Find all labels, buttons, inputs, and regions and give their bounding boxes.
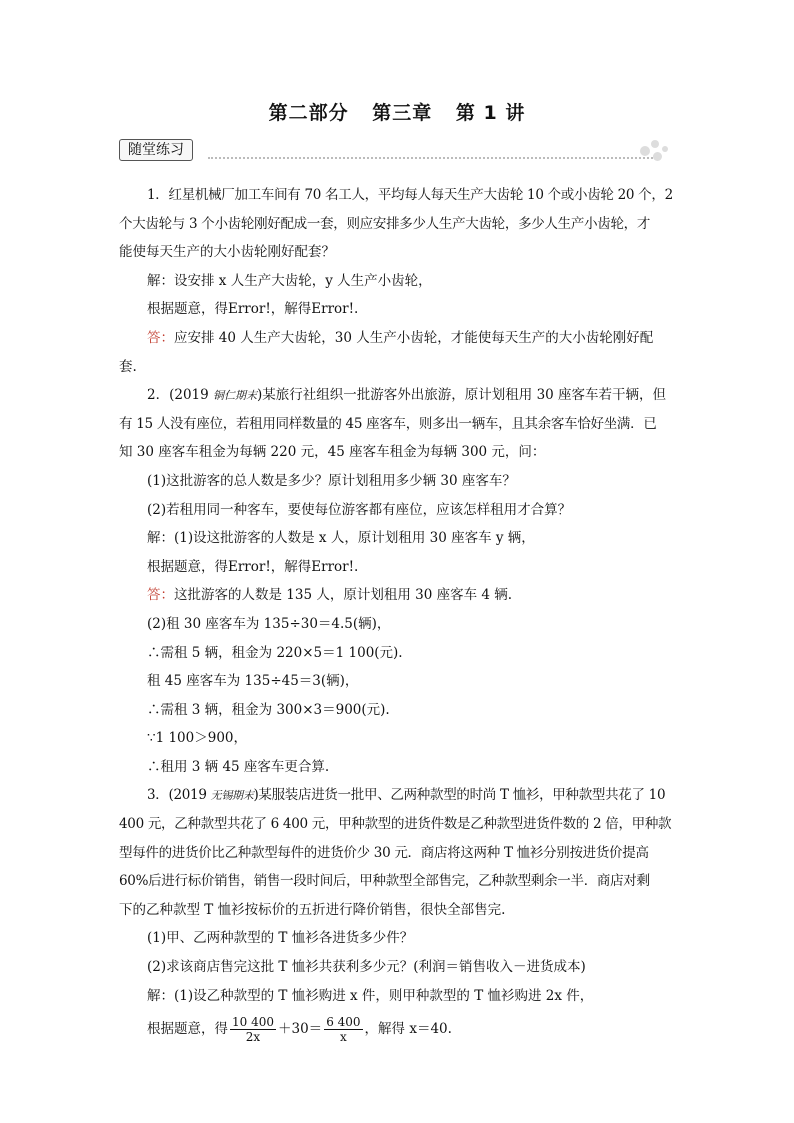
q1-answer-text: 应安排 40 人生产大齿轮，30 人生产小齿轮，才能使每天生产的大小齿轮刚好配 [174, 329, 654, 346]
decorative-dots-icon [640, 140, 670, 164]
q3-solution-2-post: ，解得 x＝40. [364, 1021, 452, 1038]
q3-solution-2 [119, 1010, 679, 1048]
q2-solution-6: ∴需租 3 辆，租金为 300×3＝900(元). [147, 701, 390, 718]
q2-part-1: (1)这批游客的总人数是多少？原计划租用多少辆 30 座客车？ [147, 472, 516, 489]
answer-label: 答： [147, 329, 174, 346]
q3-line-3: 型每件的进货价比乙种款型每件的进货价少 30 元．商店将这两种 T 恤衫分别按进货价提高 [119, 844, 649, 861]
fraction-2 [324, 1015, 362, 1044]
q1-answer [119, 324, 679, 353]
q2-answer-text: 这批游客的人数是 135 人，原计划租用 30 座客车 4 辆. [174, 587, 513, 604]
q3-line-1 [119, 781, 679, 810]
q1-solution-2: 根据题意，得Error!，解得Error!. [147, 301, 359, 318]
q3-part-2: (2)求该商店售完这批 T 恤衫共获利多少元？(利润＝销售收入－进货成本) [147, 959, 586, 976]
q1-line-2: 个大齿轮与 3 个小齿轮刚好配成一套，则应安排多少人生产大齿轮，多少人生产小齿轮，才 [119, 215, 651, 232]
q3-solution-2-pre: 根据题意，得 [147, 1021, 228, 1038]
q3-line-2: 400 元，乙种款型共花了 6 400 元，甲种款型的进货件数是乙种款型进货件数的 2 倍，甲种款 [119, 816, 672, 833]
q2-solution-2: 根据题意，得Error!，解得Error!. [147, 558, 359, 575]
q2-solution-3: (2)租 30 座客车为 135÷30＝4.5(辆)， [147, 615, 391, 632]
q2-part-2: (2)若租用同一种客车，要使每位游客都有座位，应该怎样租用才合算？ [147, 501, 572, 518]
q3-solution-1: 解：(1)设乙种款型的 T 恤衫购进 x 件，则甲种款型的 T 恤衫购进 2x 件， [147, 987, 594, 1004]
fraction-2-denominator: x [339, 1030, 347, 1045]
page-title [0, 98, 794, 125]
q3-number: 3．(2019 [147, 787, 207, 804]
q2-solution-7: ∵1 100＞900， [147, 730, 248, 747]
q2-answer [119, 581, 679, 610]
answer-label: 答： [147, 587, 174, 604]
q2-line-3: 知 30 座客车租金为每辆 220 元，45 座客车租金为每辆 300 元，问： [119, 444, 546, 461]
q3-line-5: 下的乙种款型 T 恤衫按标价的五折进行降价销售，很快全部售完. [119, 901, 506, 918]
q1-answer-cont: 套. [119, 358, 137, 375]
q2-solution-4: ∴需租 5 辆，租金为 220×5＝1 100(元). [147, 644, 403, 661]
title-lecture: 第 1 讲 [455, 102, 526, 124]
section-label: 随堂练习 [119, 139, 193, 161]
q2-source: 铜仁期末 [213, 389, 258, 403]
q1-solution-1: 解：设安排 x 人生产大齿轮，y 人生产小齿轮， [147, 272, 432, 289]
section-divider [208, 157, 656, 159]
q3-line-4: 60%后进行标价销售，销售一段时间后，甲种款型全部售完，乙种款型剩余一半．商店对剩 [119, 873, 650, 890]
q2-line-1 [119, 381, 679, 410]
q3-source: 无锡期末 [210, 789, 254, 803]
q3-part-1: (1)甲、乙两种款型的 T 恤衫各进货多少件？ [147, 930, 414, 947]
fraction-2-numerator: 6 400 [326, 1015, 361, 1030]
fraction-1-denominator: 2x [245, 1030, 261, 1045]
q1-line-1: 1．红星机械厂加工车间有 70 名工人，平均每人每天生产大齿轮 10 个或小齿轮 20 个，2 [147, 187, 673, 203]
q2-solution-1: 解：(1)设这批游客的人数是 x 人，原计划租用 30 座客车 y 辆， [147, 530, 535, 547]
exercise-content [119, 181, 679, 1048]
fraction-1 [230, 1015, 276, 1044]
q2-solution-8: ∴租用 3 辆 45 座客车更合算. [147, 758, 330, 775]
q3-line-1-rest: )某服装店进货一批甲、乙两种款型的时尚 T 恤衫，甲种款型共花了 10 [253, 787, 666, 804]
title-chapter: 第三章 [372, 102, 433, 124]
q2-line-1-rest: )某旅行社组织一批游客外出旅游，原计划租用 30 座客车若干辆，但 [257, 387, 667, 404]
fraction-1-numerator: 10 400 [232, 1015, 274, 1030]
q1-line-3: 能使每天生产的大小齿轮刚好配套？ [119, 244, 335, 261]
title-part: 第二部分 [268, 102, 349, 124]
q2-number: 2．(2019 [147, 387, 209, 404]
q2-solution-5: 租 45 座客车为 135÷45＝3(辆)， [147, 673, 359, 690]
q3-solution-2-mid: ＋30＝ [278, 1021, 323, 1038]
q2-line-2: 有 15 人没有座位，若租用同样数量的 45 座客车，则多出一辆车，且其余客车恰好坐满．已 [119, 415, 657, 432]
